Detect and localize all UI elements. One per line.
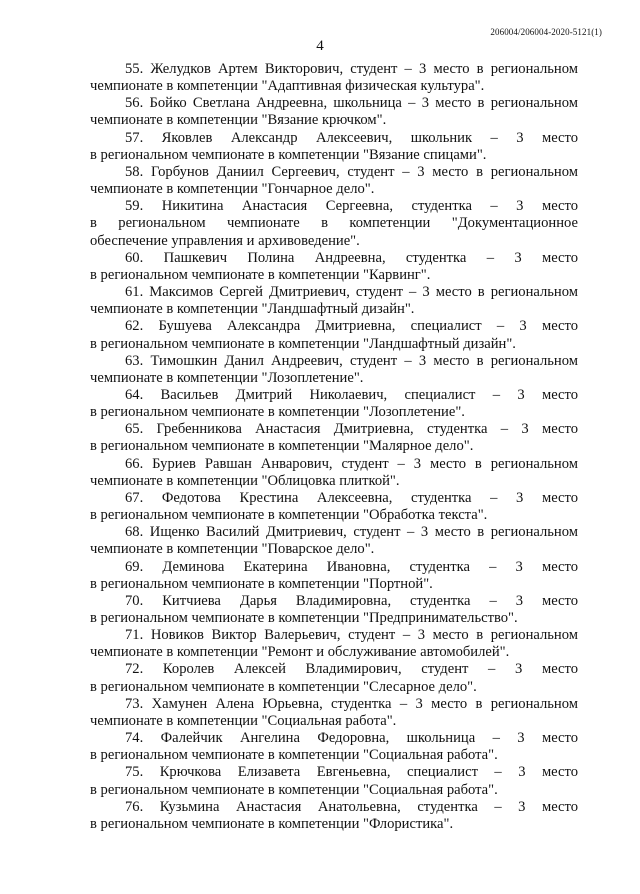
- text-line: в региональном чемпионате в компетенции "Слесарное дело".: [90, 678, 477, 695]
- list-item: [90, 164, 578, 198]
- text-line: чемпионате в компетенции "Вязание крючком".: [90, 112, 387, 129]
- text-line: 57. Яковлев Александр Алексеевич, школьник – 3 место: [125, 129, 578, 146]
- text-line: в региональном чемпионате в компетенции "Предпринимательство".: [90, 610, 518, 626]
- list-item: [90, 456, 578, 490]
- text-line: чемпионате в компетенции "Облицовка плиткой".: [90, 472, 400, 489]
- text-line: чемпионате в компетенции "Гончарное дело".: [90, 181, 375, 198]
- text-line: чемпионате в компетенции "Ремонт и обслуживание автомобилей".: [90, 644, 510, 661]
- text-line: 64. Васильев Дмитрий Николаевич, специалист – 3 место: [125, 386, 578, 403]
- text-line: обеспечение управления и архивоведение".: [90, 232, 360, 249]
- list-item: [90, 353, 578, 387]
- text-line: 56. Бойко Светлана Андреевна, школьница – 3 место в региональном: [125, 95, 578, 112]
- text-line: в региональном чемпионате в компетенции "Обработка текста".: [90, 507, 488, 524]
- text-line: в региональном чемпионате в компетенции "Социальная работа".: [90, 747, 498, 764]
- text-line: чемпионате в компетенции "Социальная работа".: [90, 712, 397, 729]
- text-line: чемпионате в компетенции "Поварское дело".: [90, 541, 375, 558]
- list-item: [90, 799, 578, 833]
- text-line: в региональном чемпионате в компетенции "Флористика".: [90, 815, 454, 832]
- text-line: в региональном чемпионате в компетенции "Лозоплетение".: [90, 404, 465, 421]
- list-item: [90, 490, 578, 524]
- list-item: [90, 250, 578, 284]
- list-item: [90, 764, 578, 798]
- text-line: 55. Желудков Артем Викторович, студент – 3 место в региональном: [125, 61, 578, 77]
- document-body: [90, 61, 578, 833]
- text-line: 65. Гребенникова Анастасия Дмитриевна, студентка – 3 место: [125, 421, 578, 438]
- text-line: 72. Королев Алексей Владимирович, студент – 3 место: [125, 661, 578, 678]
- list-item: [90, 627, 578, 661]
- list-item: [90, 284, 578, 318]
- text-line: 73. Хамунен Алена Юрьевна, студентка – 3 место в региональном: [125, 695, 578, 712]
- text-line: 60. Пашкевич Полина Андреевна, студентка – 3 место: [125, 249, 578, 266]
- text-line: чемпионате в компетенции "Ландшафтный дизайн".: [90, 301, 415, 318]
- text-line: в региональном чемпионате в компетенции "Ландшафтный дизайн".: [90, 335, 516, 352]
- text-line: 58. Горбунов Даниил Сергеевич, студент – 3 место в региональном: [125, 163, 578, 180]
- list-item: [90, 95, 578, 129]
- list-item: [90, 130, 578, 164]
- text-line: в региональном чемпионате в компетенции "Социальная работа".: [90, 781, 498, 798]
- text-line: 68. Ищенко Василий Дмитриевич, студент – 3 место в региональном: [125, 524, 578, 541]
- list-item: [90, 559, 578, 593]
- text-line: 63. Тимошкин Данил Андреевич, студент – 3 место в региональном: [125, 352, 578, 369]
- text-line: в региональном чемпионате в компетенции "Вязание спицами".: [90, 146, 487, 163]
- list-item: [90, 318, 578, 352]
- text-line: 66. Буриев Равшан Анварович, студент – 3 место в региональном: [125, 455, 578, 472]
- list-item: [90, 730, 578, 764]
- text-line: 59. Никитина Анастасия Сергеевна, студентка – 3 место: [125, 198, 578, 215]
- text-line: в региональном чемпионате в компетенции "Карвинг".: [90, 266, 431, 283]
- list-item: [90, 387, 578, 421]
- text-line: 62. Бушуева Александра Дмитриевна, специалист – 3 место: [125, 318, 578, 335]
- list-item: [90, 421, 578, 455]
- page-number: 4: [316, 38, 324, 54]
- text-line: 69. Деминова Екатерина Ивановна, студентка – 3 место: [125, 558, 578, 575]
- text-line: 74. Фалейчик Ангелина Федоровна, школьница – 3 место: [125, 730, 578, 747]
- text-line: 75. Крючкова Елизавета Евгеньевна, специалист – 3 место: [125, 764, 578, 781]
- list-item: [90, 198, 578, 249]
- text-line: в региональном чемпионате в компетенции "Портной".: [90, 575, 433, 592]
- text-line: 76. Кузьмина Анастасия Анатольевна, студентка – 3 место: [125, 798, 578, 815]
- list-item: [90, 696, 578, 730]
- document-id: 206004/206004-2020-5121(1): [490, 27, 602, 37]
- text-line: 70. Китчиева Дарья Владимировна, студентка – 3 место: [125, 592, 578, 609]
- list-item: [90, 593, 578, 627]
- text-line: 71. Новиков Виктор Валерьевич, студент – 3 место в региональном: [125, 627, 578, 644]
- text-line: в региональном чемпионате в компетенции "Малярное дело".: [90, 438, 474, 455]
- text-line: в региональном чемпионате в компетенции "Документационное: [90, 215, 578, 232]
- text-line: 67. Федотова Крестина Алексеевна, студентка – 3 место: [125, 489, 578, 506]
- list-item: [90, 524, 578, 558]
- text-line: чемпионате в компетенции "Адаптивная физическая культура".: [90, 78, 485, 95]
- text-line: чемпионате в компетенции "Лозоплетение".: [90, 369, 364, 386]
- list-item: [90, 661, 578, 695]
- list-item: [90, 61, 578, 95]
- text-line: 61. Максимов Сергей Дмитриевич, студент – 3 место в региональном: [125, 284, 578, 301]
